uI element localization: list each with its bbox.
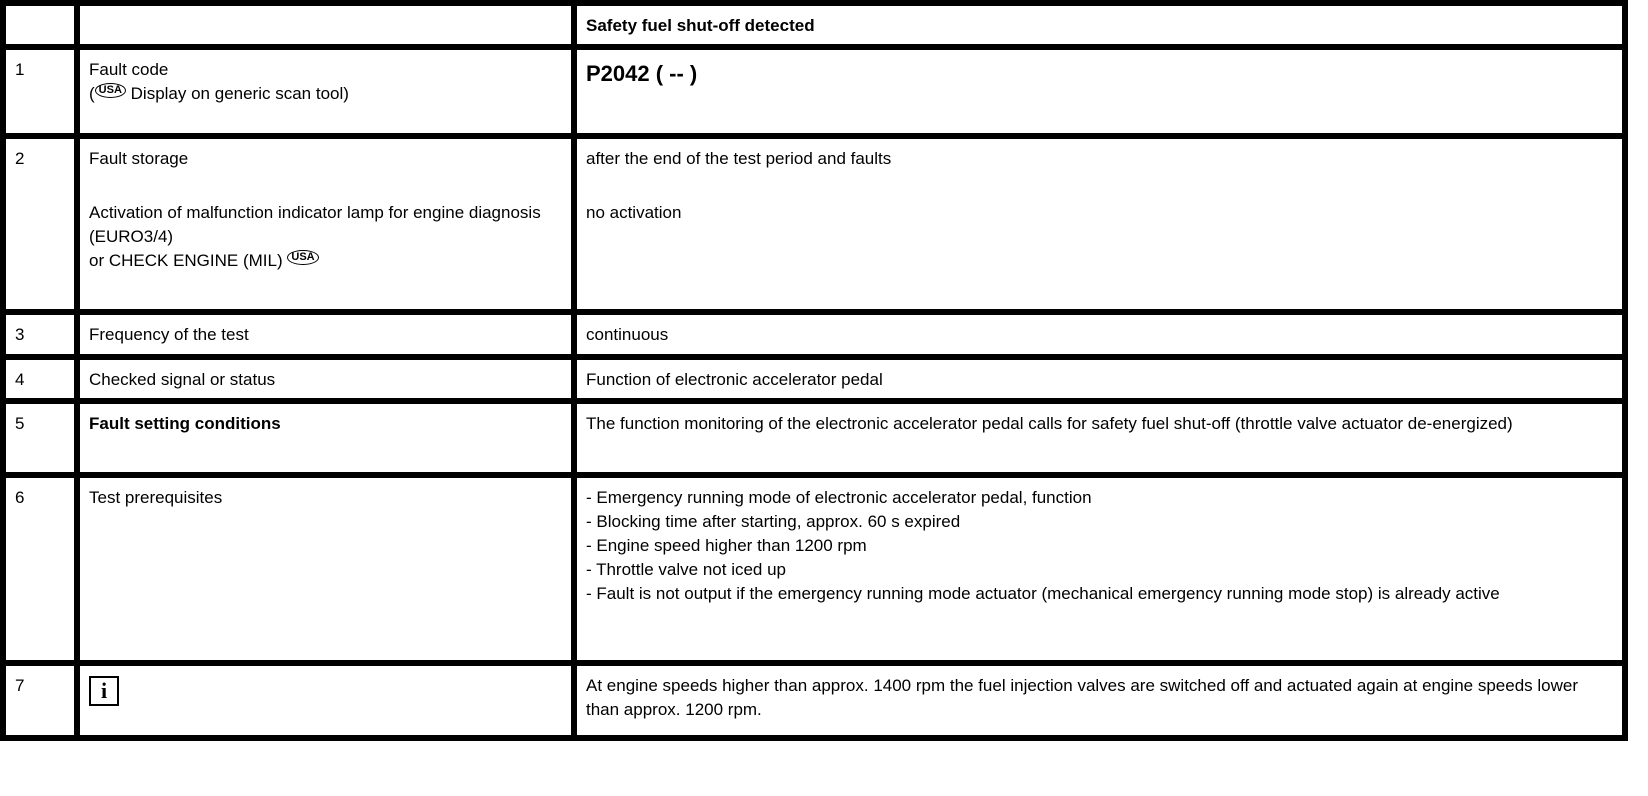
- table-row: [3, 136, 1625, 312]
- table-row: [3, 47, 1625, 136]
- row-label: [77, 47, 574, 136]
- fault-code-value: P2042 ( -- ): [574, 47, 1625, 136]
- fault-storage-value: after the end of the test period and faults: [586, 149, 892, 168]
- row-value: continuous: [574, 312, 1625, 357]
- check-engine-label: or CHECK ENGINE (MIL): [89, 251, 283, 270]
- row-value: Function of electronic accelerator pedal: [574, 357, 1625, 401]
- fault-code-label: Fault code: [89, 60, 169, 79]
- row-number: 1: [3, 47, 77, 136]
- fault-storage-label: Fault storage: [89, 149, 189, 168]
- paren: (: [89, 84, 95, 103]
- prerequisite-item: - Blocking time after starting, approx. 60 s expired: [586, 512, 961, 531]
- prerequisite-item: - Engine speed higher than 1200 rpm: [586, 536, 867, 555]
- row-label: Frequency of the test: [77, 312, 574, 357]
- table-row: [3, 663, 1625, 738]
- prerequisite-item: - Fault is not output if the emergency running mode actuator (mechanical emergency running mode stop) is already active: [586, 584, 1500, 603]
- prerequisite-item: - Throttle valve not iced up: [586, 560, 787, 579]
- row-number: 5: [3, 401, 77, 475]
- header-label-cell: [77, 3, 574, 47]
- row-label: Fault setting conditions: [77, 401, 574, 475]
- usa-badge-icon: USA: [95, 83, 126, 98]
- table-row: [3, 475, 1625, 663]
- header-row: [3, 3, 1625, 47]
- info-icon: i: [89, 676, 119, 706]
- header-num-cell: [3, 3, 77, 47]
- row-number: 7: [3, 663, 77, 738]
- row-number: 3: [3, 312, 77, 357]
- row-value: At engine speeds higher than approx. 1400 rpm the fuel injection valves are switched off and actuated again at engine speeds lower than approx. 1200 rpm.: [574, 663, 1625, 738]
- prerequisite-item: - Emergency running mode of electronic accelerator pedal, function: [586, 488, 1092, 507]
- row-number: 6: [3, 475, 77, 663]
- table-row: [3, 357, 1625, 401]
- row-number: 2: [3, 136, 77, 312]
- row-label: Checked signal or status: [77, 357, 574, 401]
- row-label: Test prerequisites: [77, 475, 574, 663]
- table-row: [3, 401, 1625, 475]
- table-title: Safety fuel shut-off detected: [574, 3, 1625, 47]
- row-label: [77, 663, 574, 738]
- usa-badge-icon: USA: [287, 250, 318, 265]
- row-value: [574, 136, 1625, 312]
- row-number: 4: [3, 357, 77, 401]
- row-value: [574, 475, 1625, 663]
- table-row: [3, 312, 1625, 357]
- row-label: [77, 136, 574, 312]
- scan-tool-note: Display on generic scan tool): [130, 84, 349, 103]
- mil-activation-value: no activation: [586, 203, 682, 222]
- row-value: The function monitoring of the electronic accelerator pedal calls for safety fuel shut-off (throttle valve actuator de-energized): [574, 401, 1625, 475]
- mil-activation-label: Activation of malfunction indicator lamp for engine diagnosis (EURO3/4): [89, 203, 541, 246]
